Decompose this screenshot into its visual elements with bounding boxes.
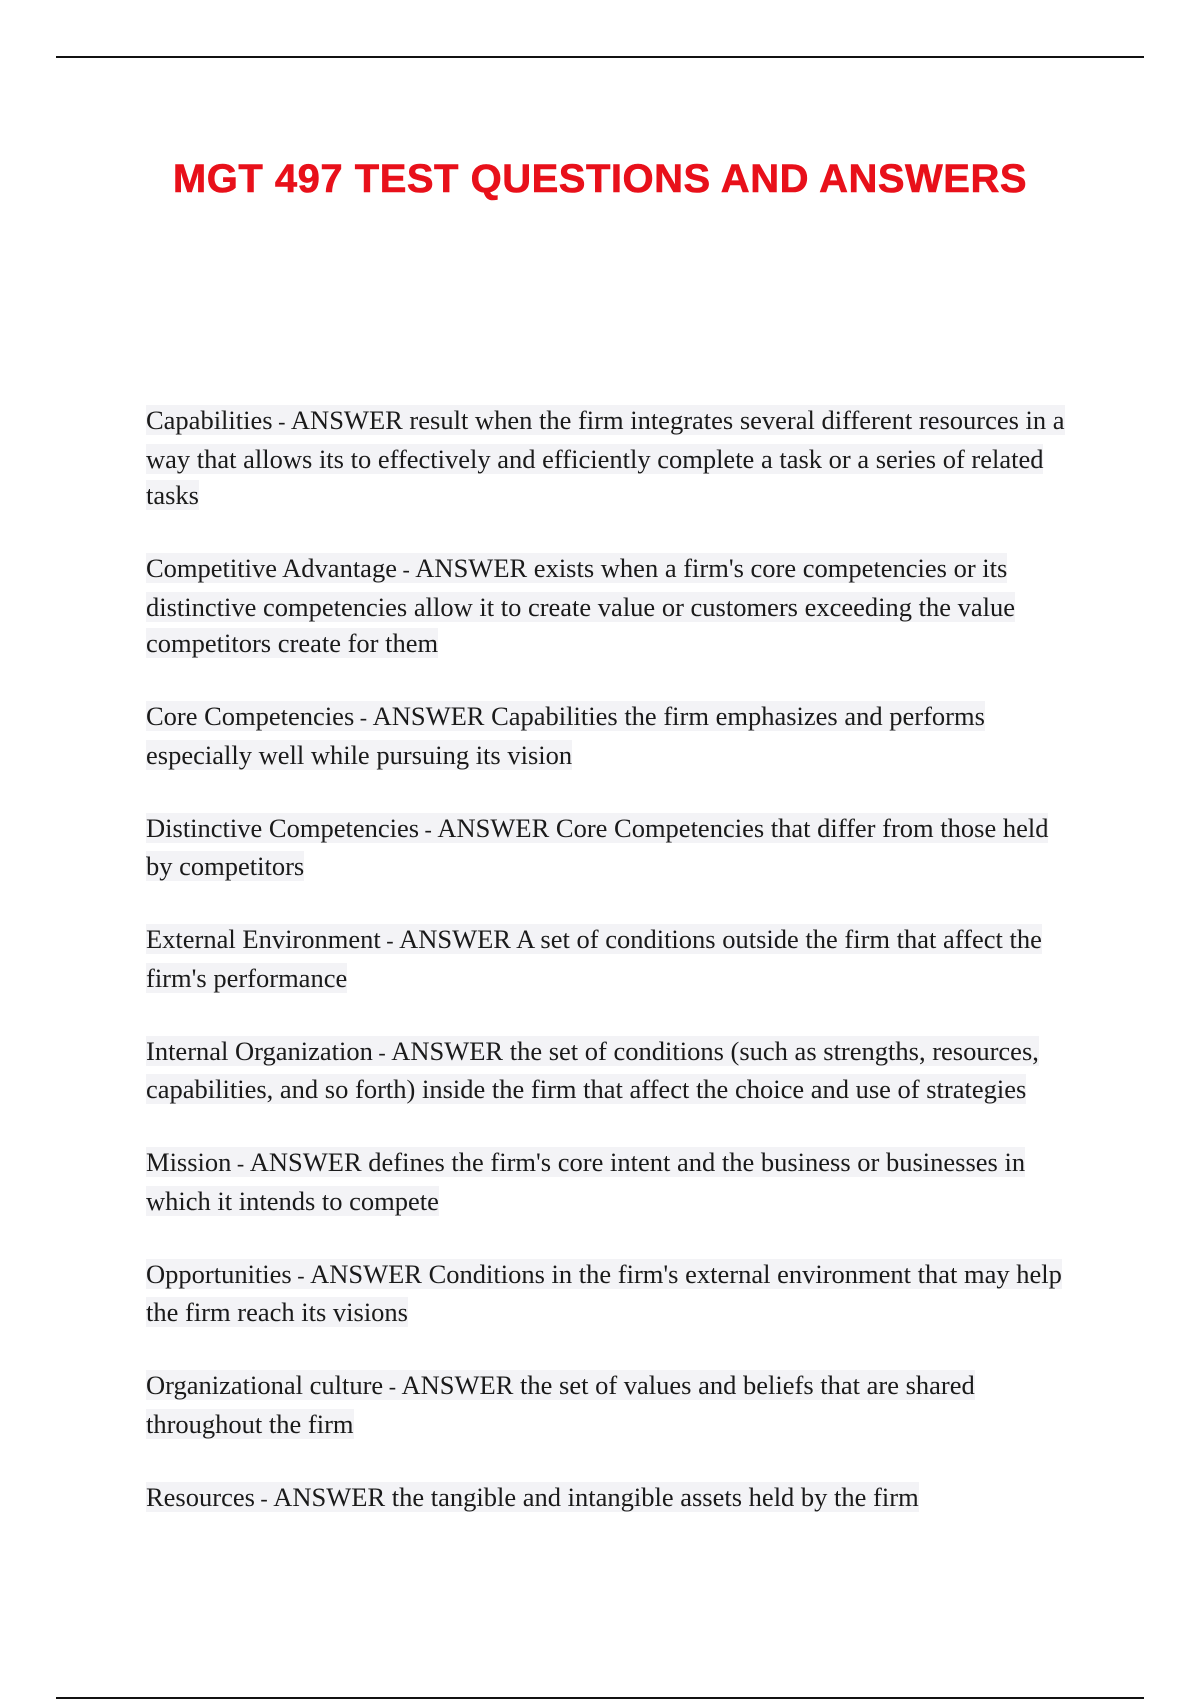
glossary-entry bbox=[146, 810, 1076, 885]
entry-term: Mission bbox=[146, 1147, 232, 1177]
entry-answer: ANSWER exists when a firm's core competencies or its distinctive competencies allow it to create value or customers exceeding the value competitors create for them bbox=[146, 553, 1016, 658]
entry-answer: ANSWER Capabilities the firm emphasizes and performs especially well while pursuing its vision bbox=[146, 701, 985, 770]
entry-separator: - bbox=[372, 1039, 392, 1065]
glossary-entry bbox=[146, 698, 1076, 773]
glossary-entry bbox=[146, 921, 1076, 996]
entry-answer: ANSWER A set of conditions outside the firm that affect the firm's performance bbox=[146, 924, 1042, 993]
entry-answer: ANSWER the set of values and beliefs that are shared throughout the firm bbox=[146, 1370, 975, 1439]
entry-separator: - bbox=[272, 409, 291, 434]
glossary-list bbox=[146, 402, 1076, 1554]
entry-separator: - bbox=[291, 1262, 311, 1288]
entry-term: Capabilities bbox=[146, 405, 273, 435]
document-title: MGT 497 TEST QUESTIONS AND ANSWERS bbox=[172, 157, 1028, 201]
entry-term: Competitive Advantage bbox=[146, 553, 397, 583]
entry-term: Core Competencies bbox=[146, 701, 355, 731]
entry-separator: - bbox=[383, 1374, 402, 1399]
entry-separator: - bbox=[380, 928, 400, 953]
glossary-entry bbox=[146, 1479, 1076, 1518]
entry-separator: - bbox=[354, 705, 373, 730]
entry-answer: ANSWER defines the firm's core intent and the business or businesses in which it intends to compete bbox=[146, 1147, 1026, 1216]
entry-answer: ANSWER Conditions in the firm's external environment that may help the firm reach its visions bbox=[146, 1258, 1062, 1327]
entry-answer: ANSWER the tangible and intangible assets held by the firm bbox=[273, 1481, 919, 1512]
footer-rule bbox=[56, 1697, 1144, 1699]
entry-term: Opportunities bbox=[146, 1258, 292, 1289]
entry-term: Resources bbox=[146, 1481, 255, 1512]
entry-separator: - bbox=[419, 816, 438, 842]
entry-separator: - bbox=[396, 557, 416, 582]
entry-answer: ANSWER result when the firm integrates several different resources in a way that allows its to effectively and efficiently complete a task or a series of related tasks bbox=[146, 405, 1065, 510]
glossary-entry bbox=[146, 550, 1076, 662]
header-rule bbox=[56, 56, 1144, 58]
entry-term: External Environment bbox=[146, 924, 381, 954]
glossary-entry bbox=[146, 1033, 1076, 1108]
entry-term: Internal Organization bbox=[146, 1035, 373, 1066]
entry-term: Distinctive Competencies bbox=[146, 812, 420, 843]
entry-separator: - bbox=[231, 1151, 250, 1176]
entry-term: Organizational culture bbox=[146, 1370, 384, 1400]
entry-separator: - bbox=[254, 1485, 274, 1511]
glossary-entry bbox=[146, 1256, 1076, 1331]
glossary-entry bbox=[146, 402, 1076, 514]
entry-answer: ANSWER the set of conditions (such as strengths, resources, capabilities, and so forth) inside the firm that affect the choice and use of strategies bbox=[146, 1035, 1039, 1104]
glossary-entry bbox=[146, 1367, 1076, 1442]
entry-answer: ANSWER Core Competencies that differ from those held by competitors bbox=[146, 812, 1049, 881]
glossary-entry bbox=[146, 1144, 1076, 1219]
